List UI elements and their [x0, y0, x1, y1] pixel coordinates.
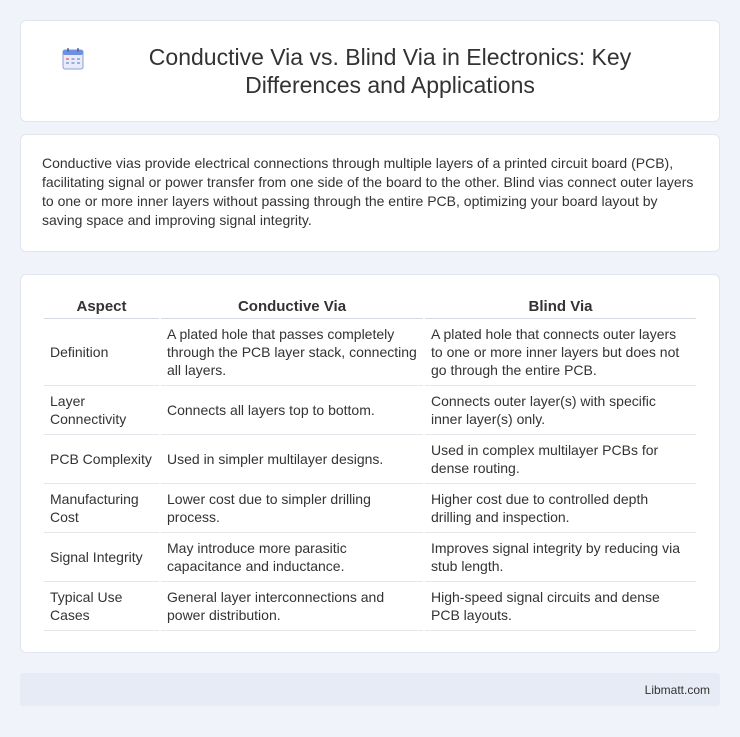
cell-aspect: Manufacturing Cost	[44, 484, 159, 533]
footer	[20, 673, 720, 706]
calendar-icon	[61, 47, 85, 71]
footer-brand: Libmatt.com	[644, 682, 710, 697]
table-row	[44, 386, 696, 435]
cell-blind-via: A plated hole that connects outer layers to one or more inner layers but does not go through the entire PCB.	[425, 319, 696, 386]
table-row	[44, 484, 696, 533]
cell-blind-via: High-speed signal circuits and dense PCB layouts.	[425, 582, 696, 631]
cell-conductive-via: Used in simpler multilayer designs.	[161, 435, 423, 484]
cell-conductive-via: May introduce more parasitic capacitance and inductance.	[161, 533, 423, 582]
cell-aspect: Layer Connectivity	[44, 386, 159, 435]
header-aspect: Aspect	[44, 295, 159, 319]
cell-conductive-via: A plated hole that passes completely through the PCB layer stack, connecting all layers.	[161, 319, 423, 386]
comparison-table	[42, 295, 698, 631]
table-row	[44, 533, 696, 582]
cell-conductive-via: Connects all layers top to bottom.	[161, 386, 423, 435]
cell-blind-via: Improves signal integrity by reducing via stub length.	[425, 533, 696, 582]
intro-paragraph: Conductive vias provide electrical connections through multiple layers of a printed circuit board (PCB), facilitating signal or power transfer from one side of the board to the other. Blind vias connect outer layers to one or more inner layers without passing through the entire PCB, optimizing your board layout by saving space and improving signal integrity.	[42, 155, 694, 228]
title-card	[20, 20, 720, 122]
cell-aspect: Signal Integrity	[44, 533, 159, 582]
cell-conductive-via: General layer interconnections and power distribution.	[161, 582, 423, 631]
title-wrap	[61, 43, 679, 99]
comparison-card	[20, 274, 720, 653]
cell-aspect: Definition	[44, 319, 159, 386]
cell-blind-via: Higher cost due to controlled depth drilling and inspection.	[425, 484, 696, 533]
table-row	[44, 435, 696, 484]
cell-aspect: PCB Complexity	[44, 435, 159, 484]
intro-card	[20, 134, 720, 252]
table-row	[44, 582, 696, 631]
table-row	[44, 319, 696, 386]
header-blind-via: Blind Via	[425, 295, 696, 319]
cell-blind-via: Used in complex multilayer PCBs for dense routing.	[425, 435, 696, 484]
header-conductive-via: Conductive Via	[161, 295, 423, 319]
table-header-row	[44, 295, 696, 319]
cell-conductive-via: Lower cost due to simpler drilling process.	[161, 484, 423, 533]
cell-blind-via: Connects outer layer(s) with specific inner layer(s) only.	[425, 386, 696, 435]
page-title: Conductive Via vs. Blind Via in Electronics: Key Differences and Applications	[148, 44, 632, 98]
cell-aspect: Typical Use Cases	[44, 582, 159, 631]
